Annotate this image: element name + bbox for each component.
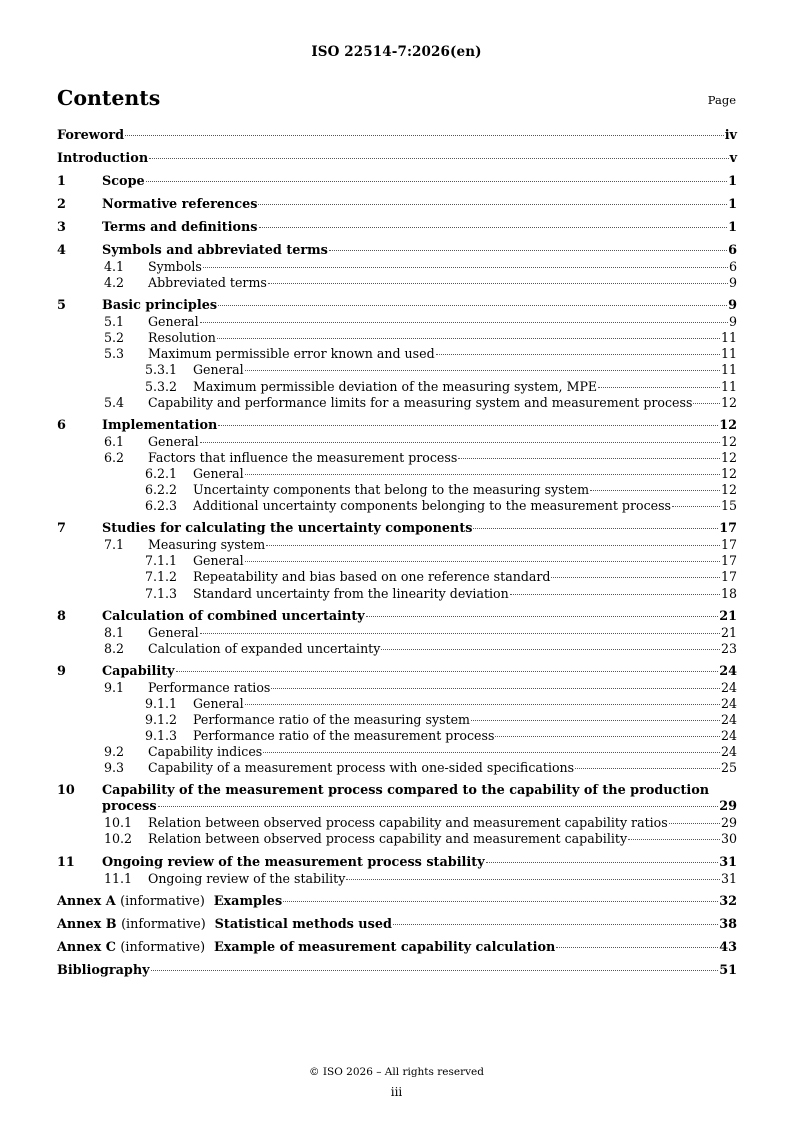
contents-title: Contents [57,86,161,110]
toc-entry-page: 30 [720,831,737,847]
toc-entry-number: 4 [57,243,66,258]
toc-entry-number: 4.2 [104,275,125,291]
toc-entry-label: Performance ratio of the measurement process [193,728,495,744]
toc-entry-label-line1: Capability of the measurement process compared to the capability of the production [102,783,710,799]
toc-entry-number: 3 [57,220,66,235]
toc-entry-6-2-2[interactable] [57,482,737,498]
toc-entry-page: 12 [720,465,737,481]
page-number: iii [390,1085,403,1099]
toc-entry-annex-a[interactable] [57,894,737,910]
toc-entry-number: 4.1 [104,259,125,274]
toc-entry-6-1[interactable] [57,434,737,450]
toc-entry-11-1[interactable] [57,871,737,887]
toc-entry-page: 12 [720,433,737,449]
toc-entry-page: v [729,151,737,166]
toc-entry-label: General [193,695,244,711]
toc-entry-number: 11 [57,854,75,870]
toc-entry-4-1[interactable] [57,259,737,275]
toc-entry-page: 11 [720,362,737,378]
table-of-contents [57,128,737,979]
toc-entry-number: 9.1.2 [145,711,178,727]
toc-entry-11[interactable] [57,855,737,871]
toc-entry-label: Performance ratio of the measuring system [193,711,470,727]
toc-entry-number: 5.3.1 [145,362,178,378]
toc-entry-number: 5.1 [104,314,125,330]
toc-entry-label: Calculation of combined uncertainty [102,608,365,624]
toc-entry-page: 21 [719,608,737,624]
toc-entry-page: 15 [720,498,737,514]
toc-entry-number: 8.2 [104,640,125,656]
toc-entry-number: 5.4 [104,394,125,410]
toc-entry-label: Standard uncertainty from the linearity deviation [193,585,509,601]
toc-entry-9[interactable] [57,664,737,680]
toc-entry-10-1[interactable] [57,815,737,831]
toc-entry-label: Measuring system [148,537,266,553]
toc-entry-label: Symbols [148,259,202,274]
toc-entry-7-1-2[interactable] [57,569,737,585]
toc-entry-foreword[interactable] [57,128,737,144]
toc-entry-label: Ongoing review of the stability [148,870,346,886]
toc-entry-3[interactable] [57,220,737,236]
toc-entry-page: 25 [720,760,737,776]
toc-entry-introduction[interactable] [57,151,737,167]
toc-entry-number: 10.2 [104,831,133,847]
toc-entry-page: 18 [720,585,737,601]
toc-entry-number: 9.1.1 [145,695,178,711]
toc-entry-page: 9 [728,298,737,314]
toc-entry-label: Basic principles [102,298,218,314]
toc-entry-number: 1 [57,174,66,189]
toc-entry-number: 6.1 [104,433,125,449]
annex-designation: Annex B [57,916,117,932]
toc-entry-page: 9 [728,314,737,330]
annex-type: (informative) [120,939,206,955]
toc-entry-number: 8.1 [104,624,125,640]
toc-entry-label: Additional uncertainty components belonging to the measurement process [193,498,672,514]
toc-entry-number: 7.1 [104,537,125,553]
toc-entry-page: 6 [728,243,737,258]
toc-entry-page: iv [724,128,737,143]
toc-entry-number: 10 [57,783,75,799]
toc-entry-number: 9 [57,663,66,679]
toc-entry-10-2[interactable] [57,831,737,847]
toc-entry-number: 11.1 [104,870,133,886]
toc-entry-page: 24 [719,663,737,679]
toc-entry-number: 9.2 [104,744,125,760]
toc-entry-label: Capability and performance limits for a measuring system and measurement process [148,394,693,410]
toc-entry-bibliography[interactable] [57,963,737,979]
toc-entry-page: 24 [720,679,737,695]
toc-entry-page: 11 [720,346,737,362]
toc-entry-page: 12 [720,449,737,465]
toc-entry-2[interactable] [57,197,737,213]
toc-entry-label: Calculation of expanded uncertainty [148,640,381,656]
toc-entry-page: 24 [720,711,737,727]
toc-entry-label: Resolution [148,330,216,346]
toc-entry-4[interactable] [57,243,737,259]
toc-entry-number: 9.3 [104,760,125,776]
toc-entry-page: 11 [720,378,737,394]
toc-entry-7-1-3[interactable] [57,586,737,602]
page-column-label: Page [707,93,736,107]
toc-entry-page: 43 [719,939,737,955]
toc-entry-label: Scope [102,174,145,189]
toc-entry-page: 1 [728,174,737,189]
toc-entry-5-1[interactable] [57,314,737,330]
toc-entry-5-3[interactable] [57,346,737,362]
toc-entry-label: Maximum permissible deviation of the measuring system, MPE [193,378,598,394]
annex-designation: Annex C [57,939,116,955]
toc-entry-number: 10.1 [104,815,133,831]
toc-entry-number: 9.1 [104,679,125,695]
toc-entry-label: Statistical methods used [214,916,392,932]
toc-entry-number: 6.2.3 [145,498,178,514]
toc-entry-6-2[interactable] [57,450,737,466]
toc-entry-label: Capability of a measurement process with one-sided specifications [148,760,575,776]
toc-entry-label: Ongoing review of the measurement process stability [102,854,485,870]
toc-entry-label: Performance ratios [148,679,271,695]
toc-entry-label: General [193,362,244,378]
toc-entry-number: 6 [57,417,66,433]
toc-entry-label: Implementation [102,417,218,433]
toc-entry-page: 17 [720,569,737,585]
toc-entry-label: Relation between observed process capability and measurement capability ratios [148,815,668,831]
toc-entry-number: 7.1.2 [145,569,178,585]
toc-entry-page: 1 [728,197,737,212]
toc-entry-page: 29 [720,815,737,831]
toc-entry-page: 23 [720,640,737,656]
toc-entry-page: 12 [719,417,737,433]
toc-entry-label: General [148,433,199,449]
toc-entry-label-line2: process [102,799,157,815]
toc-entry-5-4[interactable] [57,395,737,411]
toc-entry-number: 2 [57,197,66,212]
toc-entry-6-2-3[interactable] [57,498,737,514]
toc-entry-number: 6.2.1 [145,465,178,481]
toc-entry-page: 38 [719,916,737,932]
toc-entry-label: Examples [213,893,283,909]
toc-entry-8-1[interactable] [57,625,737,641]
toc-entry-9-3[interactable] [57,760,737,776]
toc-entry-label: Example of measurement capability calculation [214,939,556,955]
toc-entry-label: General [148,624,199,640]
toc-entry-page: 24 [720,728,737,744]
toc-entry-5-3-2[interactable] [57,379,737,395]
toc-entry-page: 21 [720,624,737,640]
toc-entry-6-2-1[interactable] [57,466,737,482]
toc-entry-9-2[interactable] [57,744,737,760]
toc-entry-label: General [193,465,244,481]
toc-entry-6[interactable] [57,418,737,434]
toc-entry-9-1-2[interactable] [57,712,737,728]
toc-entry-label: Capability indices [148,744,263,760]
document-id-header: ISO 22514-7:2026(en) [311,44,482,60]
toc-entry-label: Relation between observed process capability and measurement capability [148,831,628,847]
toc-entry-5[interactable] [57,298,737,314]
toc-entry-number: 5.3 [104,346,125,362]
toc-entry-8-2[interactable] [57,641,737,657]
toc-entry-7-1[interactable] [57,537,737,553]
toc-entry-number: 5.3.2 [145,378,178,394]
toc-entry-number: 5 [57,298,66,314]
toc-entry-number: 7 [57,521,66,537]
toc-entry-label: Bibliography [57,962,150,978]
toc-entry-annex-b[interactable] [57,917,737,933]
toc-entry-page: 17 [720,553,737,569]
annex-type: (informative) [121,916,206,932]
toc-entry-label: Repeatability and bias based on one reference standard [193,569,551,585]
copyright-footer: © ISO 2026 – All rights reserved [309,1066,484,1078]
toc-entry-number: 7.1.1 [145,553,178,569]
toc-entry-number: 9.1.3 [145,728,178,744]
toc-entry-page: 11 [720,330,737,346]
toc-entry-page: 32 [719,893,737,909]
toc-entry-9-1-3[interactable] [57,728,737,744]
toc-entry-annex-c[interactable] [57,940,737,956]
toc-entry-label: Capability [102,663,175,679]
toc-entry-1[interactable] [57,174,737,190]
toc-entry-page: 24 [720,695,737,711]
toc-entry-4-2[interactable] [57,275,737,291]
toc-entry-page: 17 [720,537,737,553]
toc-entry-page: 1 [728,220,737,235]
toc-entry-page: 9 [728,275,737,291]
toc-entry-label: Maximum permissible error known and used [148,346,435,362]
toc-entry-7[interactable] [57,521,737,537]
toc-entry-page: 51 [719,962,737,978]
toc-entry-5-3-1[interactable] [57,362,737,378]
toc-entry-page: 29 [719,799,737,815]
toc-entry-number: 8 [57,608,66,624]
annex-type: (informative) [120,893,205,909]
toc-entry-label: Foreword [57,128,125,143]
toc-entry-page: 24 [720,744,737,760]
toc-entry-label: Introduction [57,151,149,166]
annex-designation: Annex A [57,893,116,909]
toc-entry-label: Symbols and abbreviated terms [102,243,328,258]
toc-entry-page: 6 [728,259,737,274]
toc-entry-page: 17 [719,521,737,537]
toc-entry-label: Normative references [102,197,258,212]
toc-entry-number: 6.2.2 [145,482,178,498]
toc-entry-page: 31 [720,870,737,886]
toc-entry-10[interactable] [57,783,737,815]
toc-entry-label: Uncertainty components that belong to the measuring system [193,482,590,498]
toc-entry-number: 5.2 [104,330,125,346]
toc-entry-label: Factors that influence the measurement process [148,449,458,465]
toc-entry-page: 12 [720,394,737,410]
toc-entry-7-1-1[interactable] [57,553,737,569]
toc-entry-page: 12 [720,482,737,498]
toc-entry-page: 31 [719,854,737,870]
toc-entry-label: Abbreviated terms [148,275,267,291]
toc-entry-label: Studies for calculating the uncertainty components [102,521,473,537]
toc-entry-number: 6.2 [104,449,125,465]
toc-entry-label: General [193,553,244,569]
toc-entry-label: Terms and definitions [102,220,258,235]
toc-entry-8[interactable] [57,609,737,625]
toc-entry-number: 7.1.3 [145,585,178,601]
toc-entry-5-2[interactable] [57,330,737,346]
toc-entry-label: General [148,314,199,330]
toc-entry-9-1[interactable] [57,680,737,696]
toc-entry-9-1-1[interactable] [57,696,737,712]
